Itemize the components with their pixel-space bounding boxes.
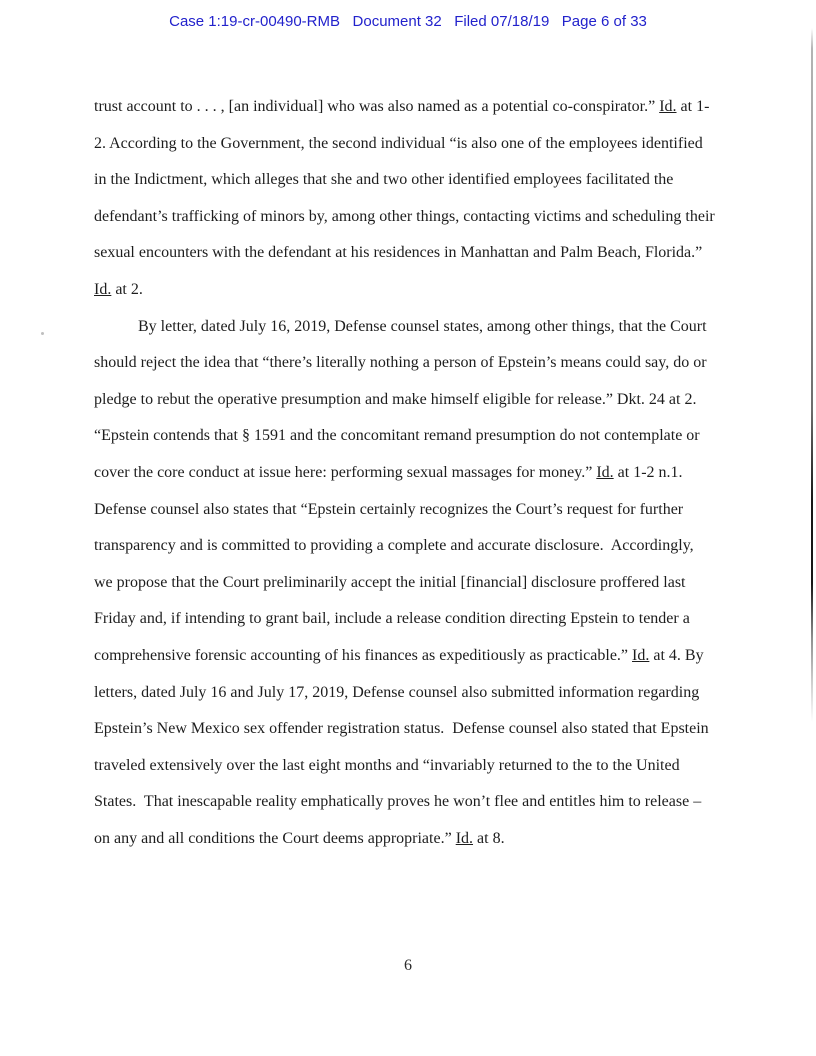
text-segment: Friday and, if intending to grant bail, include a release condition directing Epstein to tender a <box>94 610 690 628</box>
text-segment: at 8. <box>473 829 505 847</box>
text-segment: traveled extensively over the last eight months and “invariably returned to the to the United <box>94 756 680 774</box>
text-line <box>94 711 744 748</box>
text-segment: trust account to . . . , [an individual] who was also named as a potential co-conspirator.” <box>94 98 660 115</box>
text-line <box>94 455 744 492</box>
text-line <box>94 89 744 126</box>
scan-speck <box>41 332 44 335</box>
text-segment: cover the core conduct at issue here: performing sexual massages for money.” <box>94 463 597 481</box>
text-segment: “Epstein contends that § 1591 and the concomitant remand presumption do not contemplate or <box>94 427 700 445</box>
citation-underlined: Id. <box>659 98 677 115</box>
text-line <box>94 272 744 309</box>
text-segment: should reject the idea that “there’s literally nothing a person of Epstein’s means could say, do or <box>94 354 707 372</box>
citation-underlined: Id. <box>455 829 474 847</box>
text-line <box>94 821 744 858</box>
case-caption-header: Case 1:19-cr-00490-RMB Document 32 Filed 07/18/19 Page 6 of 33 <box>169 13 647 30</box>
text-segment: on any and all conditions the Court deems appropriate.” <box>94 829 456 847</box>
citation-underlined: Id. <box>596 463 614 481</box>
text-segment: sexual encounters with the defendant at his residences in Manhattan and Palm Beach, Florida.” <box>94 244 703 262</box>
citation-underlined: Id. <box>94 280 112 298</box>
text-line <box>94 492 744 529</box>
text-segment: at 2. <box>111 280 143 298</box>
text-segment: letters, dated July 16 and July 17, 2019, Defense counsel also submitted information regarding <box>94 683 700 701</box>
scan-artifact-vertical-line <box>811 28 813 722</box>
text-line <box>94 382 744 419</box>
page-number: 6 <box>404 957 412 974</box>
citation-underlined: Id. <box>632 646 650 664</box>
text-line <box>94 162 744 199</box>
text-line <box>94 675 744 712</box>
text-segment: 2. According to the Government, the second individual “is also one of the employees identified <box>94 134 703 152</box>
text-line <box>94 528 744 565</box>
text-line <box>94 418 744 455</box>
text-segment: at 1- <box>676 98 710 115</box>
text-segment: Defense counsel also states that “Epstein certainly recognizes the Court’s request for further <box>94 500 684 518</box>
text-segment: we propose that the Court preliminarily accept the initial [financial] disclosure proffered last <box>94 573 686 591</box>
text-segment: at 1-2 n.1. <box>613 463 683 481</box>
text-line <box>94 601 744 638</box>
text-line <box>94 345 744 382</box>
text-line <box>94 565 744 602</box>
text-line <box>94 638 744 675</box>
text-segment: at 4. By <box>649 646 704 664</box>
text-segment: States. That inescapable reality emphatically proves he won’t flee and entitles him to release – <box>94 793 702 811</box>
text-segment: comprehensive forensic accounting of his finances as expeditiously as practicable.” <box>94 646 633 664</box>
text-segment: in the Indictment, which alleges that she and two other identified employees facilitated the <box>94 171 674 189</box>
text-segment: pledge to rebut the operative presumption and make himself eligible for release.” Dkt. 24 at 2. <box>94 390 697 408</box>
text-line <box>94 748 744 785</box>
text-line <box>94 126 744 163</box>
text-line <box>94 235 744 272</box>
text-line <box>94 784 744 821</box>
text-line <box>94 309 744 346</box>
text-segment: By letter, dated July 16, 2019, Defense counsel states, among other things, that the Court <box>138 317 707 335</box>
text-segment: Epstein’s New Mexico sex offender registration status. Defense counsel also stated that Epstein <box>94 720 709 738</box>
document-body <box>94 89 744 857</box>
text-segment: defendant’s trafficking of minors by, among other things, contacting victims and scheduling their <box>94 207 715 225</box>
text-segment: transparency and is committed to providing a complete and accurate disclosure. Accordingly, <box>94 537 694 555</box>
text-line <box>94 199 744 236</box>
